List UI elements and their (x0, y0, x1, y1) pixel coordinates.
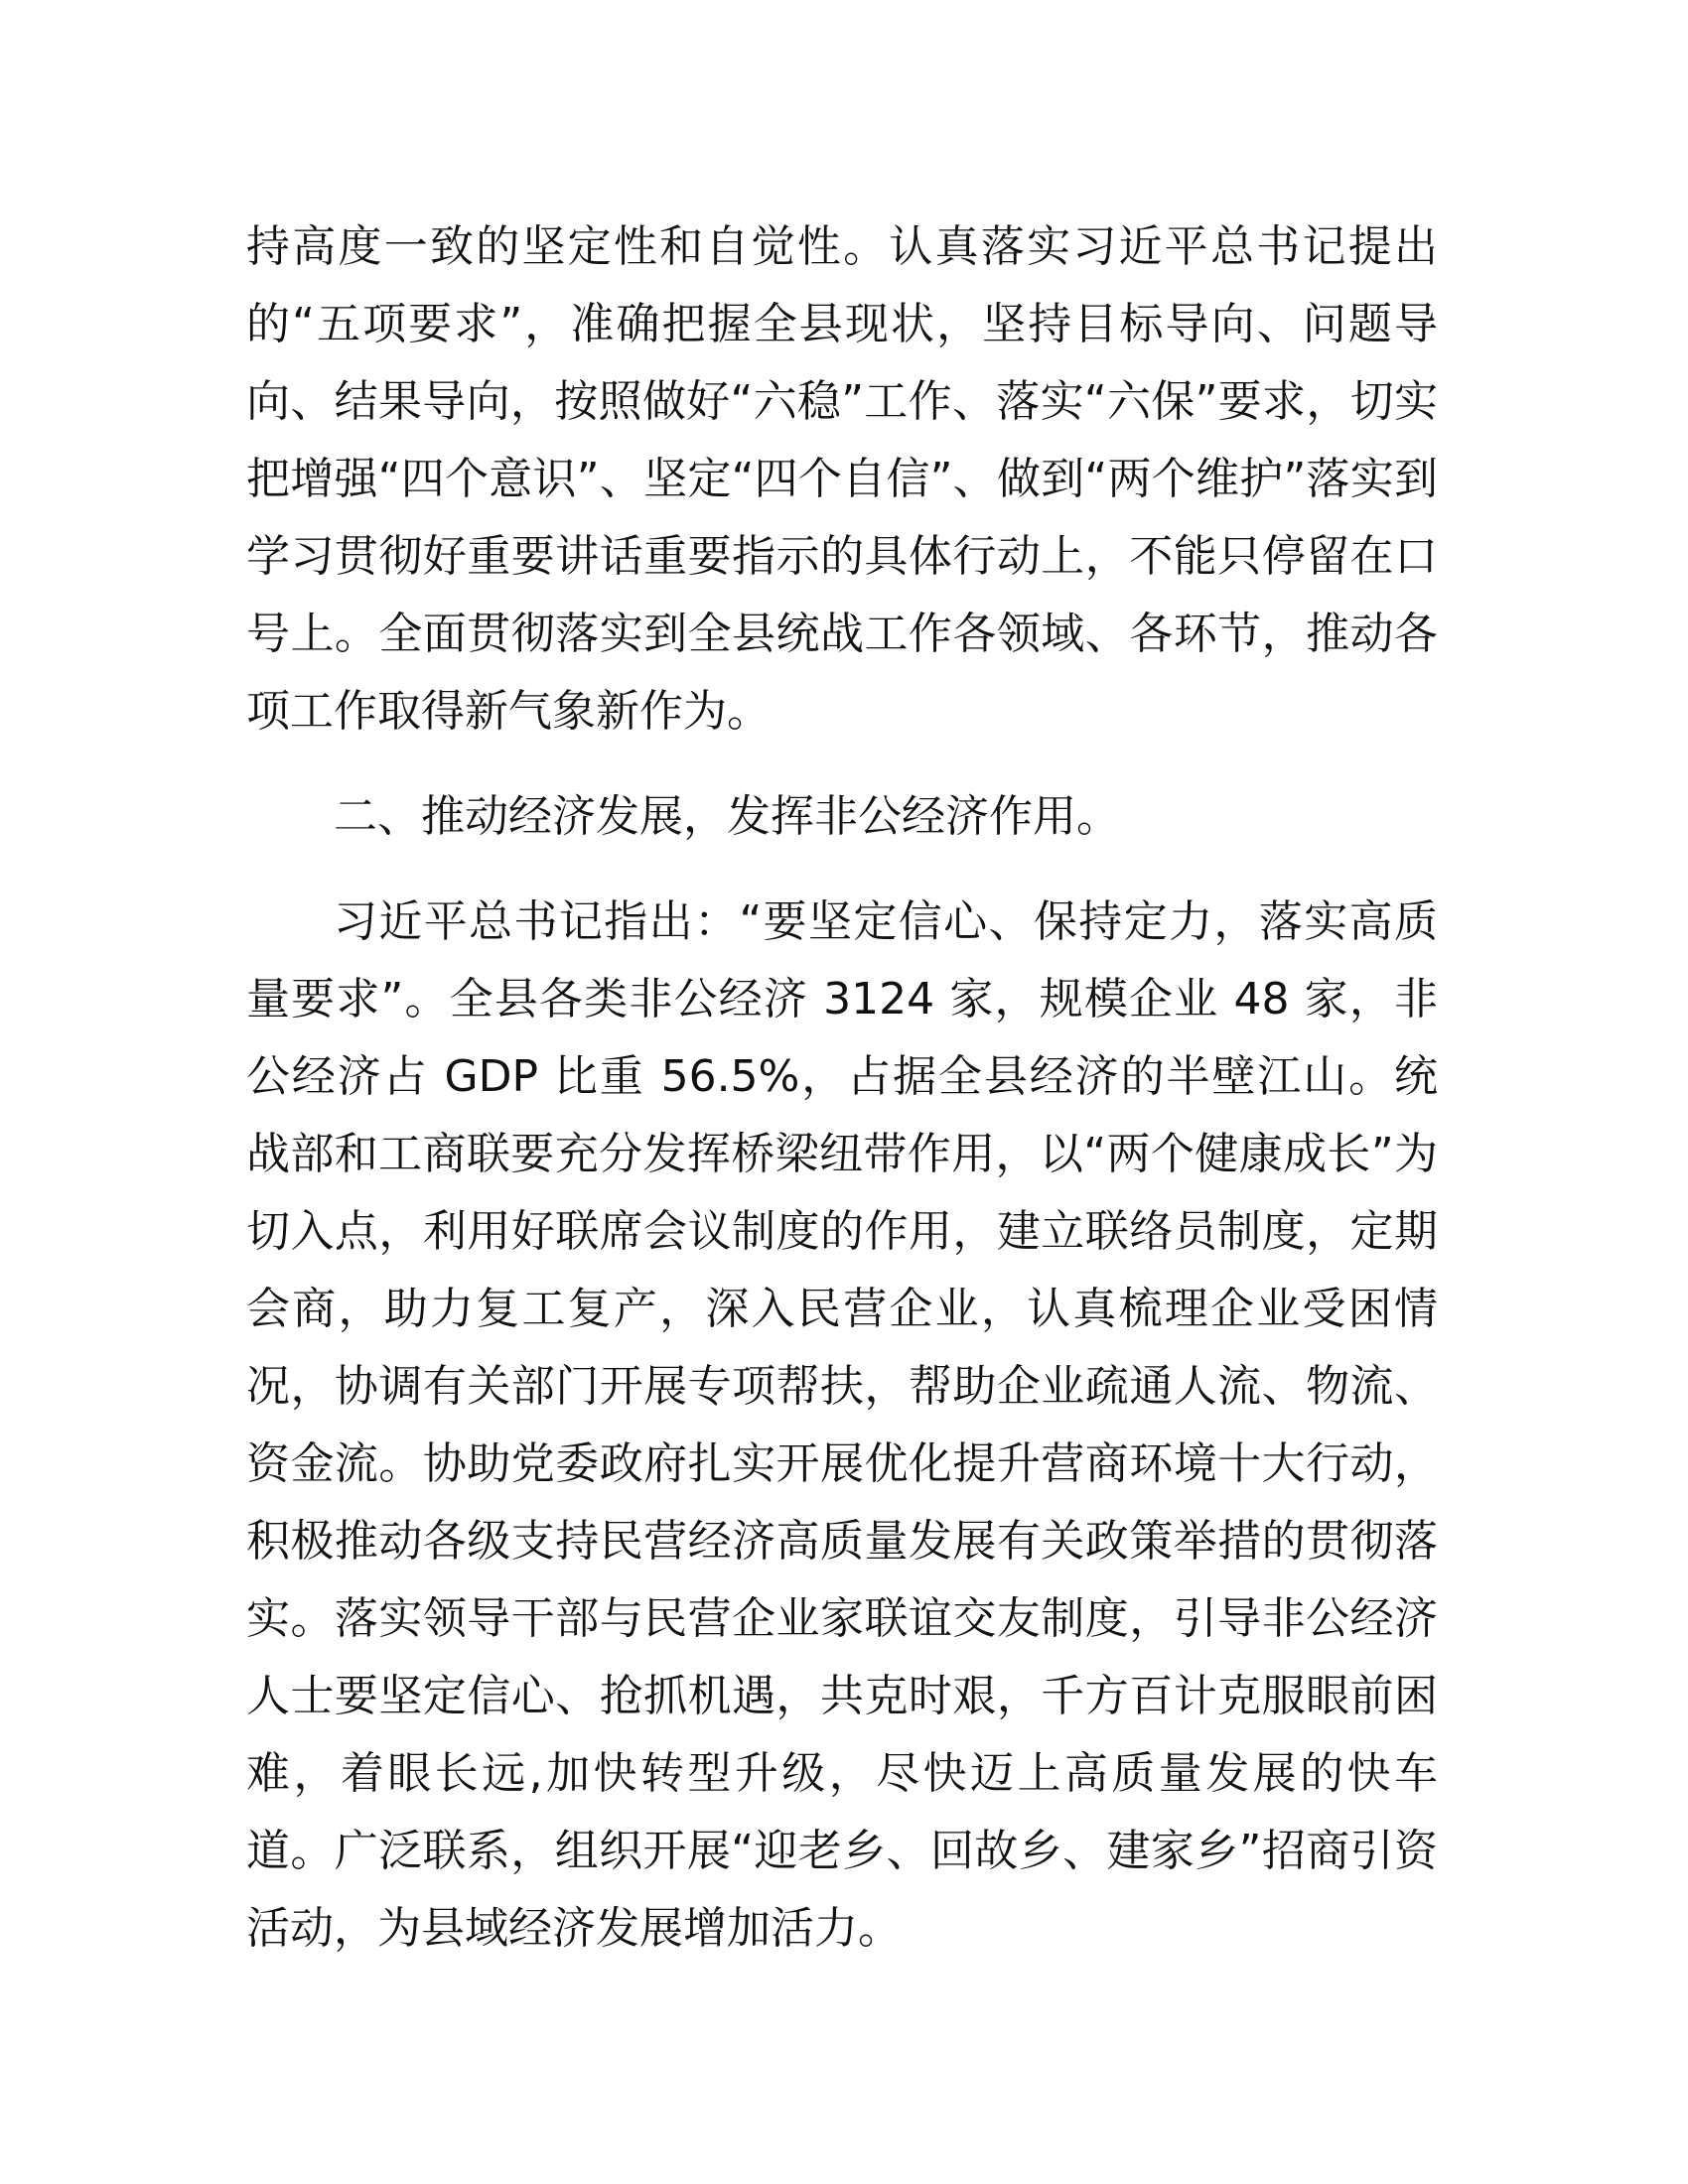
paragraph-economy: 习近平总书记指出：“要坚定信心、保持定力，落实高质量要求”。全县各类非公经济 3124 家，规模企业 48 家，非公经济占 GDP 比重 56.5%，占据全县经济的半壁江山。统战部和工商联要充分发挥桥梁纽带作用，以“两个健康成长”为切入点，利用好联席会议制度的作用，建立联络员制度，定期会商，助力复工复产，深入民营企业，认真梳理企业受困情况，协调有关部门开展专项帮扶，帮助企业疏通人流、物流、资金流。协助党委政府扎实开展优化提升营商环境十大行动，积极推动各级支持民营经济高质量发展有关政策举措的贯彻落实。落实领导干部与民营企业家联谊交友制度，引导非公经济人士要坚定信心、抢抓机遇，共克时艰，千方百计克服眼前困难，着眼长远,加快转型升级，尽快迈上高质量发展的快车道。广泛联系，组织开展“迎老乡、回故乡、建家乡”招商引资活动，为县域经济发展增加活力。 (246, 896, 1438, 1954)
section-heading: 二、推动经济发展，发挥非公经济作用。 (334, 791, 1120, 842)
paragraph-continued: 持高度一致的坚定性和自觉性。认真落实习近平总书记提出的“五项要求”，准确把握全县现状，坚持目标导向、问题导向、结果导向，按照做好“六稳”工作、落实“六保”要求，切实把增强“四个意识”、坚定“四个自信”、做到“两个维护”落实到学习贯彻好重要讲话重要指示的具体行动上，不能只停留在口号上。全面贯彻落实到全县统战工作各领域、各环节，推动各项工作取得新气象新作为。 (246, 221, 1438, 737)
document-body (246, 208, 1438, 1968)
